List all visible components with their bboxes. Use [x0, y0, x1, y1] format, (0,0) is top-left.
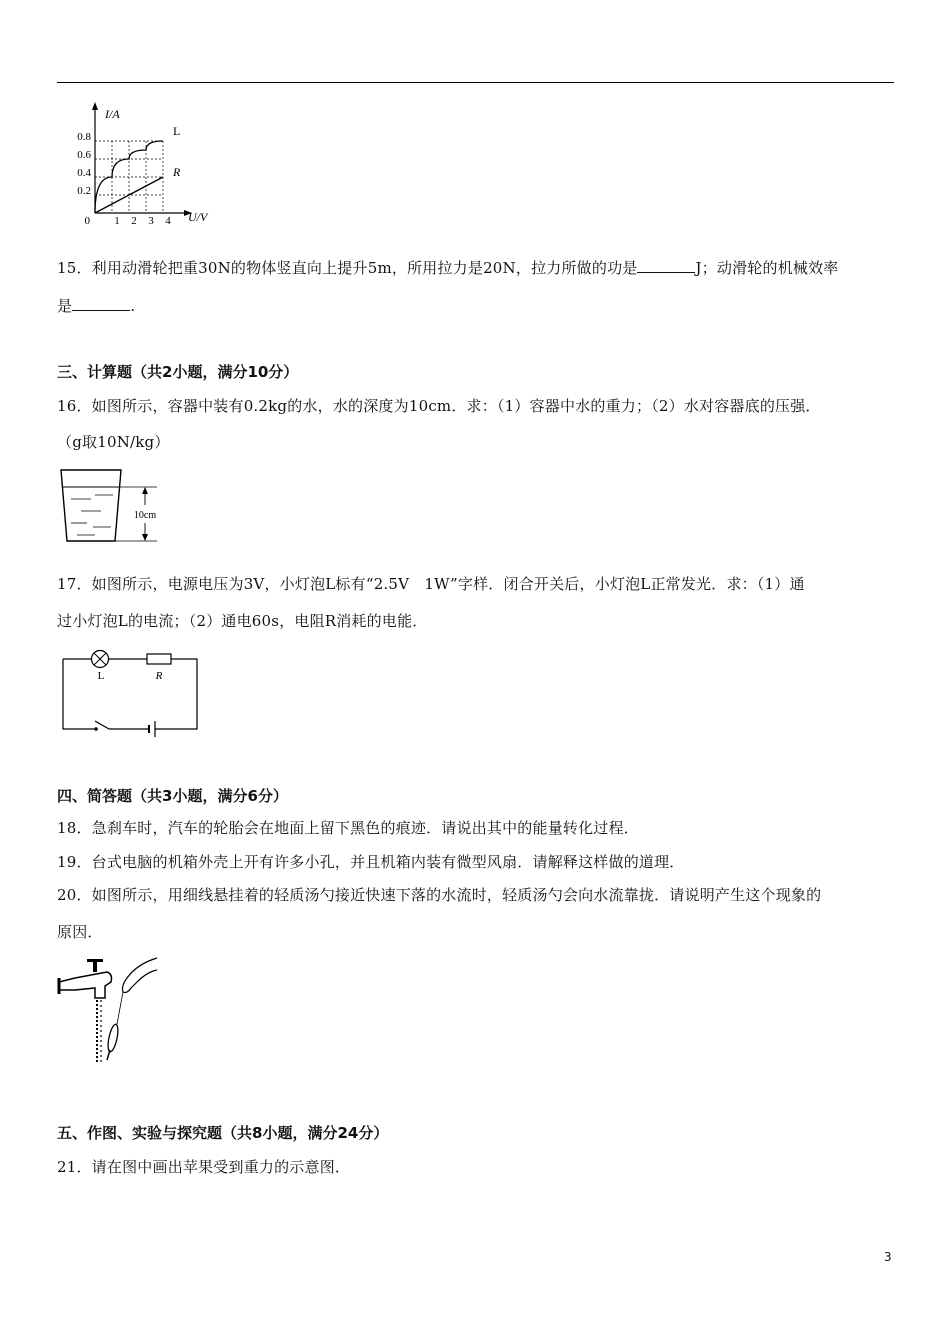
q15-unit: J；动滑轮的机械效率 — [695, 259, 839, 277]
q16-line1: 16．如图所示，容器中装有0.2kg的水，水的深度为10cm．求：（1）容器中水的重力；（2）水对容器底的压强． — [57, 397, 821, 415]
wire — [63, 659, 94, 729]
y-axis-arrow — [92, 102, 98, 110]
q19-text: 19．台式电脑的机箱外壳上开有许多小孔，并且机箱内装有微型风扇．请解释这样做的道理． — [57, 853, 685, 871]
section4-title: 四、简答题（共3小题，满分6分） — [57, 787, 288, 805]
section5-title: 五、作图、实验与探究题（共8小题，满分24分） — [57, 1124, 389, 1142]
q16-line2: （g取10N/kg） — [57, 433, 170, 451]
spoon-handle — [107, 1050, 110, 1060]
faucet-body — [59, 972, 112, 998]
q17-line2: 过小灯泡L的电流；（2）通电60s，电阻R消耗的电能． — [57, 612, 428, 630]
depth-arrowhead-up — [142, 487, 148, 494]
hand — [123, 958, 158, 993]
y-tick-0.6: 0.6 — [77, 149, 91, 161]
x-tick-1: 1 — [114, 215, 120, 227]
depth-arrowhead-down — [142, 534, 148, 541]
switch-pivot — [94, 727, 98, 731]
graph-origin: 0 — [84, 215, 90, 227]
q20-line1: 20．如图所示，用细线悬挂着的轻质汤勺接近快速下落的水流时，轻质汤勺会向水流靠拢．请说明产生这个现象的 — [57, 886, 822, 904]
q15-end: . — [130, 297, 136, 315]
faucet-handle — [87, 959, 103, 962]
x-tick-3: 3 — [148, 215, 154, 227]
q20-line2: 原因． — [57, 923, 103, 941]
series-L-label: L — [173, 124, 181, 138]
resistor-symbol — [147, 654, 171, 664]
container-figure — [57, 465, 167, 547]
graph-xlabel: U/V — [188, 210, 208, 224]
q18-text: 18．急刹车时，汽车的轮胎会在地面上留下黑色的痕迹．请说出其中的能量转化过程． — [57, 819, 639, 837]
x-tick-2: 2 — [131, 215, 137, 227]
spoon — [106, 1023, 120, 1052]
y-tick-0.8: 0.8 — [77, 131, 91, 143]
faucet-stem — [93, 962, 97, 972]
thread — [117, 992, 123, 1024]
q15-text2: 是 — [57, 297, 73, 315]
page-number: 3 — [884, 1250, 892, 1264]
y-tick-0.2: 0.2 — [77, 185, 91, 197]
q21-text: 21．请在图中画出苹果受到重力的示意图． — [57, 1158, 351, 1176]
faucet-spoon-figure — [57, 954, 161, 1066]
resistor-label: R — [155, 670, 163, 682]
container-outline — [61, 470, 121, 541]
graph-grid — [95, 141, 163, 213]
iu-graph — [70, 98, 230, 230]
graph-ylabel: I/A — [105, 107, 120, 121]
x-tick-4: 4 — [165, 215, 171, 227]
header-rule — [57, 82, 894, 83]
q15-blank-efficiency[interactable] — [72, 296, 130, 311]
q15-line2 — [57, 296, 135, 316]
section3-title: 三、计算题（共2小题，满分10分） — [57, 363, 299, 381]
q17-line1: 17．如图所示，电源电压为3V，小灯泡L标有“2.5V 1W”字样．闭合开关后，小灯泡L正常发光．求：（1）通 — [57, 575, 805, 593]
q15-text: 15．利用动滑轮把重30N的物体竖直向上提升5m，所用拉力是20N，拉力所做的功是 — [57, 259, 638, 277]
circuit-figure — [57, 645, 207, 737]
depth-label: 10cm — [133, 510, 157, 521]
y-tick-0.4: 0.4 — [77, 167, 91, 179]
series-R-label: R — [173, 165, 181, 179]
q15-blank-work[interactable] — [637, 258, 695, 273]
lamp-label: L — [97, 670, 105, 682]
q15-line1 — [57, 258, 839, 278]
